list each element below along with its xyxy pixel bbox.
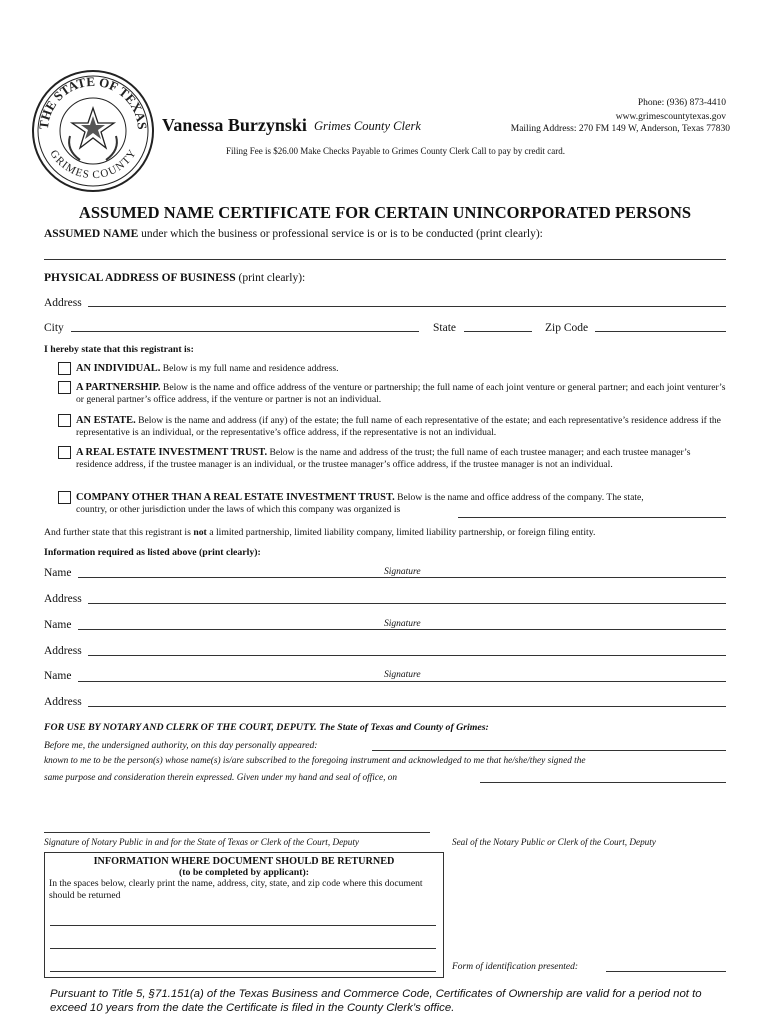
known-text-1: known to me to be the person(s) whose name(s) is/are subscribed to the foregoing instrument and acknowledged to me that he/she/they signed the (44, 756, 586, 766)
person-1-address-field[interactable] (88, 603, 726, 604)
person-2-address-label: Address (44, 645, 82, 657)
star-icon (72, 108, 114, 148)
further-statement: And further state that this registrant is not a limited partnership, limited liability company, limited liability partnership, or foreign filing entity. (44, 527, 596, 538)
identification-label: Form of identification presented: (452, 962, 579, 972)
person-2-name-field[interactable] (78, 629, 726, 630)
person-1-name-label: Name (44, 567, 72, 579)
option-individual: AN INDIVIDUAL. Below is my full name and residence address. (76, 363, 339, 374)
person-3-name-field[interactable] (78, 681, 726, 682)
notary-signature-line[interactable] (44, 832, 430, 833)
state-label: State (433, 322, 456, 334)
filing-fee: Filing Fee is $26.00 Make Checks Payable to Grimes County Clerk Call to pay by credit card. (226, 146, 565, 156)
assumed-name-field[interactable] (44, 259, 726, 260)
phone: Phone: (936) 873-4410 (637, 98, 726, 108)
option-estate: AN ESTATE. Below is the name and address (if any) of the estate; the full name of each representative of the estate; and each representative’s residence address if the representative is an individual, or the representative’s office address, if the representative is not an individual. (76, 415, 721, 438)
physical-address-label: Address (44, 297, 82, 309)
identification-field[interactable] (606, 971, 726, 972)
person-1-signature-label: Signature (384, 567, 421, 577)
checkbox-estate[interactable] (58, 414, 71, 427)
person-3-address-field[interactable] (88, 706, 726, 707)
return-line-2[interactable] (50, 948, 436, 949)
seal-caption: Seal of the Notary Public or Clerk of the Court, Deputy (452, 837, 656, 847)
person-3-signature-label: Signature (384, 670, 421, 680)
return-line-3[interactable] (50, 971, 436, 972)
checkbox-individual[interactable] (58, 362, 71, 375)
notary-heading: FOR USE BY NOTARY AND CLERK OF THE COURT, DEPUTY. The State of Texas and County of Grimes: (44, 722, 489, 733)
jurisdiction-field[interactable] (458, 517, 726, 518)
seal-top-text: THE STATE OF TEXAS (35, 73, 151, 131)
county-seal (30, 68, 156, 194)
assumed-name-label: ASSUMED NAME under which the business or professional service is or is to be conducted (print clearly): (44, 228, 543, 240)
person-2-address-field[interactable] (88, 655, 726, 656)
return-line-1[interactable] (50, 925, 436, 926)
clerk-name: Vanessa Burzynski (162, 115, 307, 135)
seal-bottom-text: GRIMES COUNTY (47, 147, 139, 182)
option-partnership: A PARTNERSHIP. Below is the name and office address of the venture or partnership; the full name of each joint venture or general partner; and each joint venturer’s or general partner’s office address, if the venture or partner is not an individual. (76, 382, 726, 405)
registrant-intro: I hereby state that this registrant is: (44, 344, 194, 355)
person-2-signature-label: Signature (384, 619, 421, 629)
zip-label: Zip Code (545, 322, 589, 334)
person-3-name-label: Name (44, 670, 72, 682)
footer-note: Pursuant to Title 5, §71.151(a) of the Texas Business and Commerce Code, Certificates of Ownership are valid for a period not to exceed 10 years from the date the Certificate is filed in the County Clerk’s office. (50, 988, 702, 1014)
info-required-heading: Information required as listed above (print clearly): (44, 547, 261, 558)
city-label: City (44, 322, 64, 334)
date-field[interactable] (480, 782, 726, 783)
known-text-2: same purpose and consideration therein expressed. Given under my hand and seal of office, on (44, 773, 398, 783)
person-2-name-label: Name (44, 619, 72, 631)
mailing-address: Mailing Address: 270 FM 149 W, Anderson, Texas 77830 (510, 124, 730, 134)
option-company: COMPANY OTHER THAN A REAL ESTATE INVESTMENT TRUST. Below is the name and office address of the company. The state, country, or other jurisdiction under the laws of which this company was organized is (76, 492, 644, 515)
option-reit: A REAL ESTATE INVESTMENT TRUST. Below is the name and address of the trust; the full name of each trustee manager; and each trustee manager’s residence address, if the trustee manager is an individual, or the trustee manager’s office address, if the trustee manager is not an individual. (76, 447, 691, 470)
before-me-text: Before me, the undersigned authority, on this day personally appeared: (44, 740, 318, 751)
physical-address-heading: PHYSICAL ADDRESS OF BUSINESS (print clearly): (44, 272, 306, 284)
return-box (44, 852, 444, 978)
state-field[interactable] (464, 331, 532, 332)
checkbox-partnership[interactable] (58, 381, 71, 394)
clerk-title: Grimes County Clerk (314, 119, 421, 133)
return-box-title: INFORMATION WHERE DOCUMENT SHOULD BE RETURNED (93, 856, 395, 867)
person-3-address-label: Address (44, 696, 82, 708)
website: www.grimescountytexas.gov (615, 112, 726, 122)
appeared-field[interactable] (372, 750, 726, 751)
checkbox-reit[interactable] (58, 446, 71, 459)
person-1-address-label: Address (44, 593, 82, 605)
notary-signature-caption: Signature of Notary Public in and for the State of Texas or Clerk of the Court, Deputy (44, 837, 359, 847)
city-field[interactable] (71, 331, 419, 332)
page-title: ASSUMED NAME CERTIFICATE FOR CERTAIN UNINCORPORATED PERSONS (78, 203, 692, 222)
zip-field[interactable] (595, 331, 726, 332)
physical-address-field[interactable] (88, 306, 726, 307)
checkbox-company[interactable] (58, 491, 71, 504)
return-box-subtitle: (to be completed by applicant): (178, 867, 310, 878)
person-1-name-field[interactable] (78, 577, 726, 578)
return-box-instructions: In the spaces below, clearly print the name, address, city, state, and zip code where this document should be returned (49, 878, 423, 901)
